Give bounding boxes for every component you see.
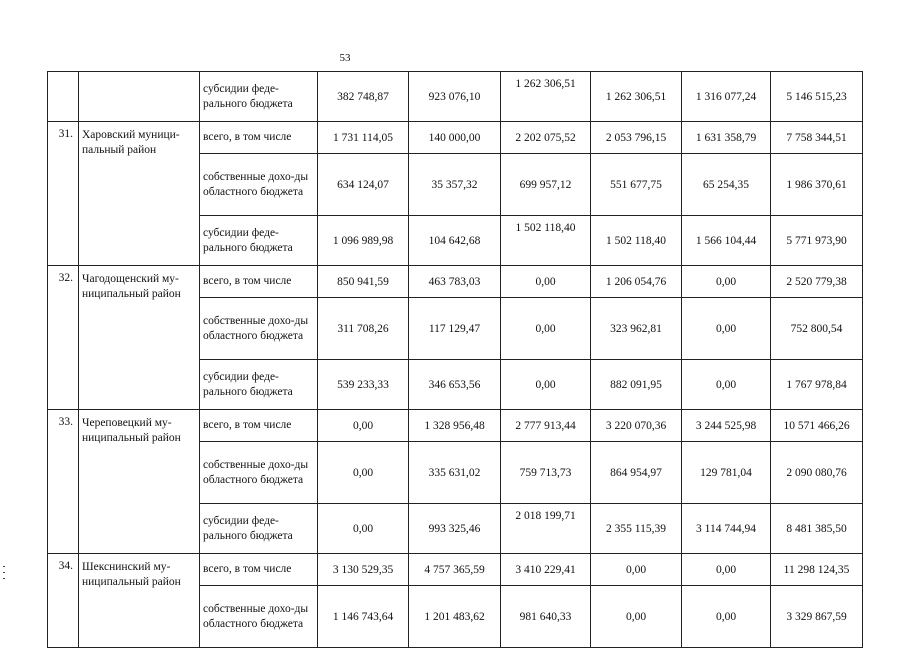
- table-row: [48, 72, 863, 122]
- table-row: [48, 410, 863, 442]
- value-cell: 1 262 306,51: [501, 72, 591, 122]
- value-cell: 0,00: [682, 586, 771, 648]
- category-cell: всего, в том числе: [200, 410, 318, 442]
- table-row: [48, 554, 863, 586]
- margin-mark: [3, 578, 5, 579]
- district-cell: [79, 72, 200, 122]
- value-cell: 1 206 054,76: [591, 266, 682, 298]
- value-cell: 2 777 913,44: [501, 410, 591, 442]
- value-cell: 882 091,95: [591, 360, 682, 410]
- value-cell: 1 316 077,24: [682, 72, 771, 122]
- value-cell: 1 631 358,79: [682, 122, 771, 154]
- value-cell: 1 986 370,61: [771, 154, 863, 216]
- value-cell: 3 220 070,36: [591, 410, 682, 442]
- value-cell: 850 941,59: [318, 266, 409, 298]
- value-cell: 311 708,26: [318, 298, 409, 360]
- value-cell: 11 298 124,35: [771, 554, 863, 586]
- district-name-cell: Чагодощенский му-ниципальный район: [79, 266, 200, 410]
- value-cell: 3 114 744,94: [682, 504, 771, 554]
- value-cell: 699 957,12: [501, 154, 591, 216]
- value-cell: 0,00: [501, 266, 591, 298]
- value-cell: 0,00: [591, 586, 682, 648]
- value-cell: 3 410 229,41: [501, 554, 591, 586]
- value-cell: 5 146 515,23: [771, 72, 863, 122]
- value-cell: 346 653,56: [409, 360, 501, 410]
- value-cell: 864 954,97: [591, 442, 682, 504]
- value-cell: 104 642,68: [409, 216, 501, 266]
- table-row: [48, 122, 863, 154]
- category-cell: субсидии феде-ральнoго бюджета: [200, 72, 318, 122]
- value-cell: 1 767 978,84: [771, 360, 863, 410]
- category-cell: всего, в том числе: [200, 122, 318, 154]
- value-cell: 981 640,33: [501, 586, 591, 648]
- value-cell: 0,00: [591, 554, 682, 586]
- value-cell: 0,00: [501, 360, 591, 410]
- table-body: [48, 72, 863, 648]
- value-cell: 3 130 529,35: [318, 554, 409, 586]
- value-cell: 0,00: [682, 298, 771, 360]
- value-cell: 1 146 743,64: [318, 586, 409, 648]
- category-cell: субсидии феде-рального бюджета: [200, 360, 318, 410]
- value-cell: 4 757 365,59: [409, 554, 501, 586]
- category-cell: собственные дохо-ды областного бюджета: [200, 298, 318, 360]
- value-cell: 1 328 956,48: [409, 410, 501, 442]
- budget-table: [47, 71, 863, 648]
- category-cell: субсидии феде-рального бюджета: [200, 216, 318, 266]
- value-cell: 0,00: [501, 298, 591, 360]
- value-cell: 3 329 867,59: [771, 586, 863, 648]
- page-number: 53: [339, 52, 351, 64]
- value-cell: 335 631,02: [409, 442, 501, 504]
- district-name-cell: Харовский муници-пальный район: [79, 122, 200, 266]
- value-cell: 7 758 344,51: [771, 122, 863, 154]
- value-cell: 634 124,07: [318, 154, 409, 216]
- value-cell: 65 254,35: [682, 154, 771, 216]
- value-cell: 1 502 118,40: [501, 216, 591, 266]
- value-cell: 2 202 075,52: [501, 122, 591, 154]
- value-cell: 140 000,00: [409, 122, 501, 154]
- value-cell: 1 096 989,98: [318, 216, 409, 266]
- value-cell: 0,00: [318, 504, 409, 554]
- value-cell: 0,00: [682, 360, 771, 410]
- value-cell: 0,00: [318, 410, 409, 442]
- value-cell: 2 520 779,38: [771, 266, 863, 298]
- value-cell: 382 748,87: [318, 72, 409, 122]
- category-cell: всего, в том числе: [200, 266, 318, 298]
- value-cell: 8 481 385,50: [771, 504, 863, 554]
- value-cell: 1 262 306,51: [591, 72, 682, 122]
- value-cell: 752 800,54: [771, 298, 863, 360]
- value-cell: 0,00: [682, 266, 771, 298]
- value-cell: 323 962,81: [591, 298, 682, 360]
- category-cell: собственные дохо-ды областного бюджета: [200, 442, 318, 504]
- table-row: [48, 266, 863, 298]
- value-cell: 463 783,03: [409, 266, 501, 298]
- row-number-cell: 31.: [48, 122, 79, 266]
- district-name-cell: Шекснинский му-ниципальный район: [79, 554, 200, 648]
- row-number-cell: 33.: [48, 410, 79, 554]
- value-cell: 0,00: [318, 442, 409, 504]
- value-cell: 551 677,75: [591, 154, 682, 216]
- row-number-cell: 32.: [48, 266, 79, 410]
- value-cell: 539 233,33: [318, 360, 409, 410]
- value-cell: 993 325,46: [409, 504, 501, 554]
- value-cell: 5 771 973,90: [771, 216, 863, 266]
- category-cell: всего, в том числе: [200, 554, 318, 586]
- row-number-cell: 34.: [48, 554, 79, 648]
- value-cell: 759 713,73: [501, 442, 591, 504]
- value-cell: 117 129,47: [409, 298, 501, 360]
- value-cell: 3 244 525,98: [682, 410, 771, 442]
- value-cell: 1 566 104,44: [682, 216, 771, 266]
- value-cell: 2 090 080,76: [771, 442, 863, 504]
- value-cell: 1 731 114,05: [318, 122, 409, 154]
- value-cell: 1 201 483,62: [409, 586, 501, 648]
- value-cell: 35 357,32: [409, 154, 501, 216]
- margin-mark: [3, 572, 5, 573]
- category-cell: собственные дохо-ды областного бюджета: [200, 586, 318, 648]
- category-cell: собственные дохо-ды областного бюджета: [200, 154, 318, 216]
- value-cell: 1 502 118,40: [591, 216, 682, 266]
- row-number-cell: [48, 72, 79, 122]
- value-cell: 0,00: [682, 554, 771, 586]
- value-cell: 129 781,04: [682, 442, 771, 504]
- value-cell: 10 571 466,26: [771, 410, 863, 442]
- value-cell: 2 018 199,71: [501, 504, 591, 554]
- category-cell: субсидии феде-рального бюджета: [200, 504, 318, 554]
- district-name-cell: Череповецкий му-ниципальный район: [79, 410, 200, 554]
- value-cell: 2 355 115,39: [591, 504, 682, 554]
- value-cell: 2 053 796,15: [591, 122, 682, 154]
- value-cell: 923 076,10: [409, 72, 501, 122]
- margin-mark: [3, 566, 5, 567]
